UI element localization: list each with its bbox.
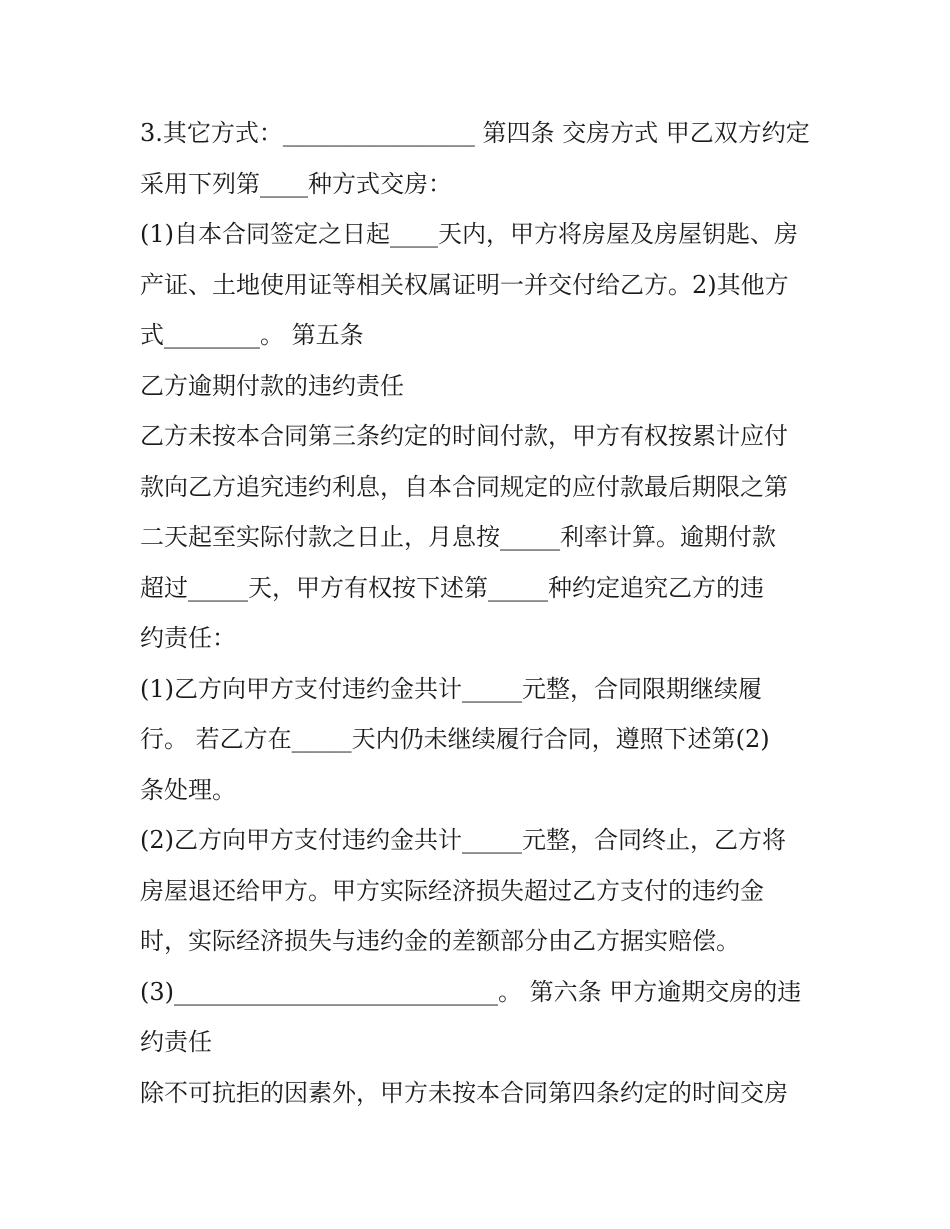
text-line: (1)自本合同签定之日起____天内，甲方将房屋及房屋钥匙、房: [140, 220, 798, 248]
text-line: 条处理。: [140, 775, 236, 804]
text-line: 3.其它方式：________________ 第四条 交房方式 甲乙双方约定: [140, 119, 810, 147]
text-line: 款向乙方追究违约利息，自本合同规定的应付款最后期限之第: [140, 472, 788, 501]
text-line: 二天起至实际付款之日止，月息按_____利率计算。逾期付款: [140, 523, 776, 551]
text-line: 房屋退还给甲方。甲方实际经济损失超过乙方支付的违约金: [140, 876, 764, 905]
text-line: 乙方未按本合同第三条约定的时间付款，甲方有权按累计应付: [140, 422, 788, 450]
text-line: 产证、土地使用证等相关权属证明一并交付给乙方。2)其他方: [140, 270, 789, 299]
text-line: (2)乙方向甲方支付违约金共计_____元整，合同终止，乙方将: [140, 826, 786, 854]
text-line: 时，实际经济损失与违约金的差额部分由乙方据实赔偿。: [140, 927, 740, 955]
text-line: 约责任：: [140, 624, 236, 652]
text-line: 行。 若乙方在_____天内仍未继续履行合同，遵照下述第(2): [140, 725, 770, 753]
text-line: 约责任: [140, 1028, 212, 1056]
document-body: [140, 108, 830, 1118]
text-line: 式________。 第五条: [140, 321, 364, 349]
text-line: 超过_____天，甲方有权按下述第_____种约定追究乙方的违: [140, 573, 764, 602]
text-line: 采用下列第____种方式交房：: [140, 169, 452, 198]
text-line: 除不可抗拒的因素外，甲方未按本合同第四条约定的时间交房: [140, 1078, 788, 1107]
text-line: (1)乙方向甲方支付违约金共计_____元整，合同限期继续履: [140, 674, 762, 703]
text-line: (3)___________________________。 第六条 甲方逾期交房的违: [140, 977, 802, 1006]
section-heading: 乙方逾期付款的违约责任: [140, 371, 404, 400]
